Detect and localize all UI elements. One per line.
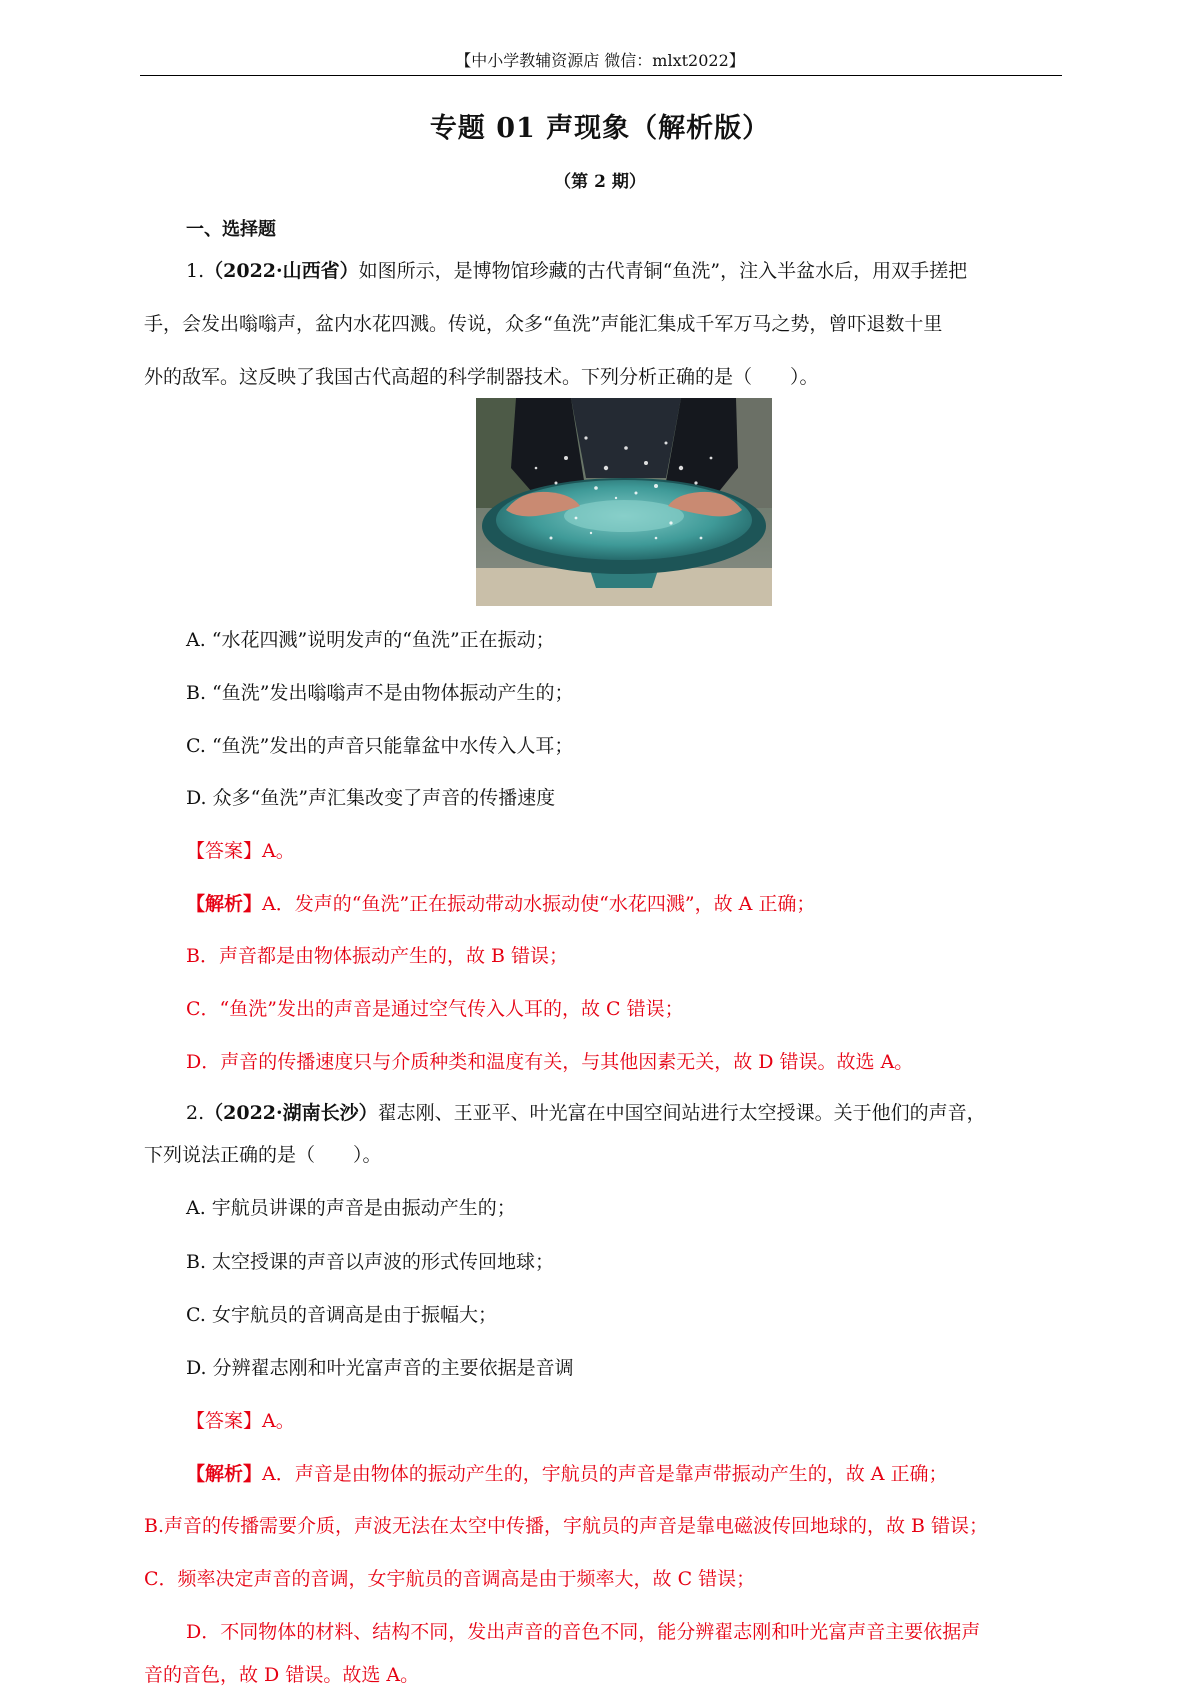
q2-stem-line-2: 下列说法正确的是（ ）。 (144, 1144, 382, 1166)
page-header: 【中小学教辅资源店 微信：mlxt2022】 (455, 51, 745, 70)
q1-analysis-line-2: B．声音都是由物体振动产生的，故 B 错误； (186, 945, 569, 967)
q1-option-c: C. “鱼洗”发出的声音只能靠盆中水传入人耳； (186, 735, 574, 757)
q2-option-d: D. 分辨翟志刚和叶光富声音的主要依据是音调 (186, 1357, 574, 1379)
q1-stem-line-1 (186, 258, 967, 284)
q1-answer: 【答案】A。 (186, 840, 295, 862)
q2-analysis-label: 【解析】 (186, 1463, 263, 1485)
q2-analysis-text: A．声音是由物体的振动产生的，宇航员的声音是靠声带振动产生的，故 A 正确； (262, 1463, 948, 1485)
q2-source: （2022·湖南长沙） (204, 1102, 378, 1124)
page-title: 专题 01 声现象（解析版） (429, 113, 771, 144)
q1-stem-line-2: 手，会发出嗡嗡声，盆内水花四溅。传说，众多“鱼洗”声能汇集成千军万马之势，曾吓退数十里 (144, 313, 943, 335)
q2-analysis-line-5: 音的音色，故 D 错误。故选 A。 (144, 1664, 420, 1686)
q2-analysis-line-4: D．不同物体的材料、结构不同，发出声音的音色不同，能分辨翟志刚和叶光富声音主要依据声 (186, 1621, 981, 1643)
q1-option-b: B. “鱼洗”发出嗡嗡声不是由物体振动产生的； (186, 682, 574, 704)
q2-option-b: B. 太空授课的声音以声波的形式传回地球； (186, 1251, 555, 1273)
q2-analysis-line-2: B.声音的传播需要介质，声波无法在太空中传播，宇航员的声音是靠电磁波传回地球的，故 B 错误； (144, 1515, 989, 1537)
q1-option-d: D. 众多“鱼洗”声汇集改变了声音的传播速度 (186, 787, 556, 809)
q1-source: （2022·山西省） (204, 260, 359, 282)
q1-analysis-line-4: D．声音的传播速度只与介质种类和温度有关，与其他因素无关，故 D 错误。故选 A。 (186, 1051, 914, 1073)
q2-stem-line-1 (186, 1100, 986, 1126)
q1-number: 1. (186, 260, 205, 282)
header-divider (140, 75, 1062, 76)
q1-option-a: A. “水花四溅”说明发声的“鱼洗”正在振动； (186, 629, 555, 651)
q1-analysis-text: A．发声的“鱼洗”正在振动带动水振动使“水花四溅”，故 A 正确； (262, 893, 816, 915)
bronze-basin-photo (476, 398, 772, 606)
q2-stem-text: 翟志刚、王亚平、叶光富在中国空间站进行太空授课。关于他们的声音， (377, 1102, 986, 1124)
q2-analysis-line-1 (186, 1461, 948, 1487)
q1-analysis-line-3: C．“鱼洗”发出的声音是通过空气传入人耳的，故 C 错误； (186, 998, 684, 1020)
section-heading: 一、选择题 (186, 219, 276, 240)
q2-analysis-line-3: C．频率决定声音的音调，女宇航员的音调高是由于频率大，故 C 错误； (144, 1568, 756, 1590)
q1-stem-line-3: 外的敌军。这反映了我国古代高超的科学制器技术。下列分析正确的是（ ）。 (144, 366, 819, 388)
q1-stem-text: 如图所示，是博物馆珍藏的古代青铜“鱼洗”，注入半盆水后，用双手搓把 (358, 260, 968, 282)
q2-answer: 【答案】A。 (186, 1410, 295, 1432)
q2-option-c: C. 女宇航员的音调高是由于振幅大； (186, 1304, 497, 1326)
issue-subtitle: （第 2 期） (554, 172, 646, 192)
q2-number: 2. (186, 1102, 205, 1124)
q1-analysis-label: 【解析】 (186, 893, 263, 915)
q2-option-a: A. 宇航员讲课的声音是由振动产生的； (186, 1197, 516, 1219)
q1-analysis-line-1 (186, 891, 815, 917)
